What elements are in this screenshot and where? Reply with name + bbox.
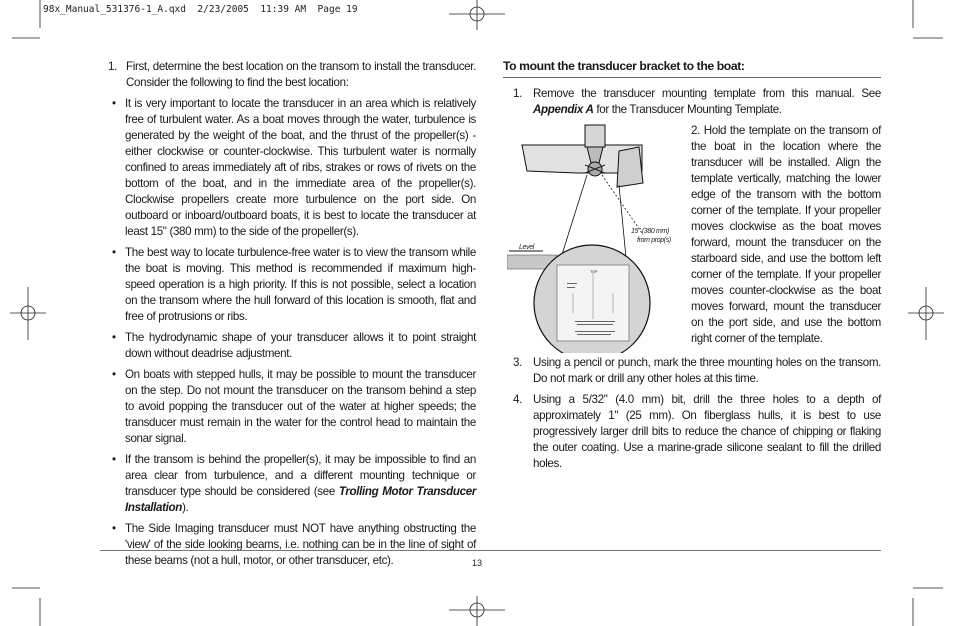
bullet-text: The Side Imaging transducer must NOT have anything obstructing the 'view' of the side looking beams, i.e. nothing can be in the line of sight of these beams (not a hull, motor, or other transducer, etc). [125, 522, 476, 567]
intro-step-number: 1. [108, 60, 117, 73]
bullet-turbulence [108, 96, 476, 240]
bullet-text [125, 452, 476, 516]
level-label: Level [519, 244, 534, 251]
bullet-icon: • [112, 368, 116, 381]
step-text: Using a 5/32" (4.0 mm) bit, drill the three holes to a depth of approximately 1" (25 mm). On fiberglass hulls, it is best to use progressively larger drill bits to reduce the chance of chipping or flaking the outer coating. Use a marine-grade silicone sealant to fill the drilled holes. [533, 393, 881, 470]
bullet-hydrodynamic [108, 330, 476, 362]
step-text [533, 86, 881, 118]
page-number: 13 [471, 558, 482, 568]
bullet-icon: • [112, 246, 116, 259]
intro-step-text: First, determine the best location on the transom to install the transducer. Consider the following to find the best location: [126, 60, 476, 89]
bullet-behind-propeller [108, 452, 476, 516]
footer-divider [100, 550, 881, 551]
right-column [503, 58, 881, 477]
step-3 [503, 355, 881, 387]
bullet-stepped-hulls [108, 367, 476, 447]
section-heading: To mount the transducer bracket to the boat: [503, 58, 881, 78]
bullet-text: On boats with stepped hulls, it may be possible to mount the transducer on the step. Do not mount the transducer on the transom behind a step to avoid popping the transducer out of the water at higher speeds; the transducer must remain in the water for the control head to maintain the sonar signal. [125, 368, 476, 445]
bullet-icon: • [112, 453, 116, 466]
bullet-text: It is very important to locate the transducer in an area which is relatively free of turbulent water. As a boat moves through the water, turbulence is generated by the weight of the boat, and the thrust of the propeller(s) - either clockwise or counter-clockwise. This turbulent water is normally confined to areas immediately aft of ribs, strakes or rows of rivets on the bottom of the boat, and in the immediate area of the propeller(s). Clockwise propellers create more turbulence on the port side. On outboard or inboard/outboard boats, it is best to locate the transducer at least 15" (380 mm) to the side of the propeller(s). [125, 97, 476, 238]
step-text: Using a pencil or punch, mark the three mounting holes on the transom. Do not mark or drill any other holes at this time. [533, 356, 881, 385]
step-4 [503, 392, 881, 472]
intro-step [108, 59, 476, 91]
bullet-icon: • [112, 522, 116, 535]
bullet-icon: • [112, 97, 116, 110]
step-number: 1. [513, 87, 522, 100]
distance-label-line2: from prop(s) [637, 237, 671, 244]
step-text-post: for the Transducer Mounting Template. [593, 103, 782, 116]
bullet-text: The hydrodynamic shape of your transducer allows it to point straight down without deadrise adjustment. [125, 331, 476, 360]
bullet-view-transom [108, 245, 476, 325]
step-2-with-figure [503, 123, 881, 355]
left-column [108, 59, 476, 574]
bullet-icon: • [112, 331, 116, 344]
bullet-text-post: ). [182, 501, 189, 514]
cross-reference-link[interactable]: Trolling Motor Transducer Installation [125, 485, 476, 514]
transom-template-illustration [507, 123, 687, 353]
step-text-pre: Remove the transducer mounting template from this manual. See [533, 87, 881, 100]
distance-label-line1: 15" (380 mm) [631, 228, 669, 235]
step-number: 3. [513, 356, 522, 369]
template-top-label: TOP [590, 269, 598, 274]
bullet-text: The best way to locate turbulence-free water is to view the transom while the boat is moving. This method is recommended if maximum high-speed operation is a high priority. If this is not possible, select a location on the transom where the hull forward of this location is smooth, flat and free of protrusions or ribs. [125, 246, 476, 323]
appendix-reference-link[interactable]: Appendix A [533, 103, 594, 116]
step-1 [503, 86, 881, 118]
print-slug: 98x_Manual_531376-1_A.qxd 2/23/2005 11:39 AM Page 19 [43, 4, 358, 15]
step-2-text: 2. Hold the template on the transom of the boat in the location where the transducer will be installed. Align the template vertically, matching the lower edge of the transom with the bottom corner of the template. If your propeller moves clockwise as the boat moves forward, mount the transducer on the starboard side, and use the bottom left corner of the template. If your propeller moves counter-clockwise as the boat moves forward, mount the transducer on the port side, and use the bottom right corner of the template. [691, 124, 881, 345]
bullet-text-pre: If the transom is behind the propeller(s), it may be impossible to find an area clear from turbulence, and a different mounting technique or transducer type should be considered (see [125, 453, 476, 498]
step-number: 4. [513, 393, 522, 406]
